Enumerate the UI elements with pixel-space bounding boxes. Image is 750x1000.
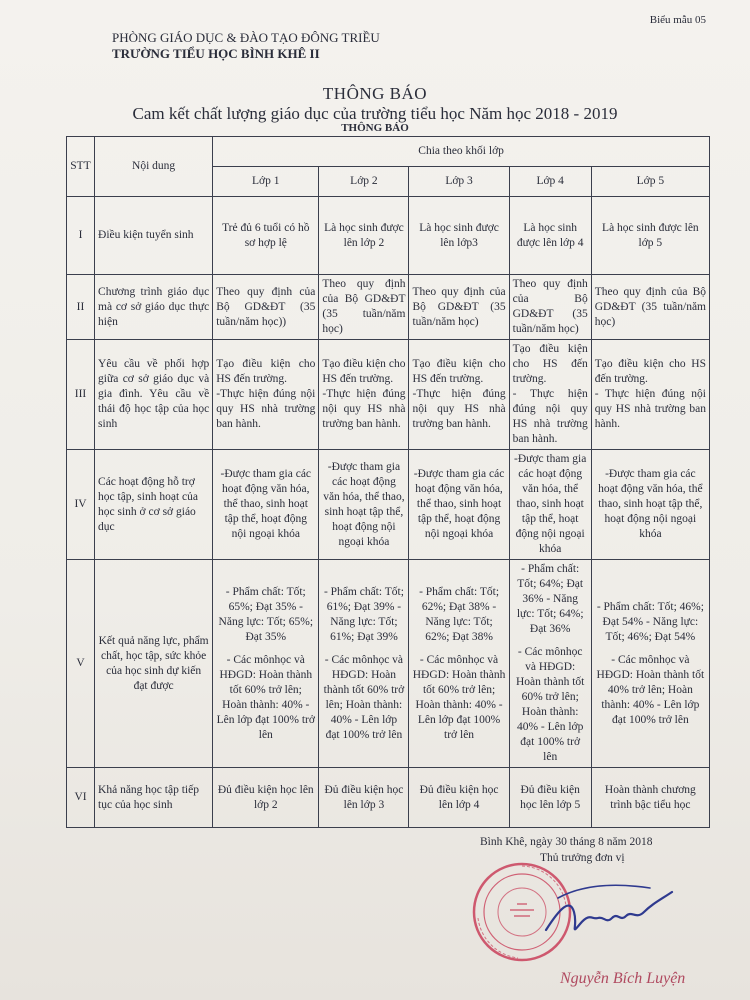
table-row xyxy=(67,560,710,768)
table-cell: Theo quy định của Bộ GD&ĐT (35 tuần/năm học) xyxy=(591,275,709,340)
table-cell: -Được tham gia các hoạt động văn hóa, thể thao, sinh hoạt tập thể, hoạt động nội ngoại khóa xyxy=(591,450,709,560)
cell-line: - Phẩm chất: Tốt; 46%; Đạt 54% - Năng lực: Tốt; 46%; Đạt 54% xyxy=(596,600,704,643)
cell-line: Tạo điều kiện cho HS đến trường. xyxy=(412,358,506,385)
table-cell: Là học sinh được lên lớp3 xyxy=(409,197,509,275)
table-cell: Đủ điều kiện học lên lớp 5 xyxy=(509,768,591,828)
table-cell: -Được tham gia các hoạt động văn hóa, thể thao, sinh hoạt tập thể, hoạt động nội ngoại khóa xyxy=(409,450,509,560)
row-stt: I xyxy=(67,197,95,275)
col-header-group: Chia theo khối lớp xyxy=(213,137,710,167)
row-stt: V xyxy=(67,560,95,768)
row-content: Kết quả năng lực, phẩm chất, học tập, sức khỏe của học sinh dự kiến đạt được xyxy=(95,560,213,768)
document-subtitle: Cam kết chất lượng giáo dục của trường tiểu học Năm học 2018 - 2019 xyxy=(132,104,618,123)
signatory-name: Nguyễn Bích Luyện xyxy=(560,970,686,987)
col-header-grade-4: Lớp 4 xyxy=(509,167,591,197)
cell-line: - Các mônhọc và HĐGD: Hoàn thành tốt 40% trở lên; Hoàn thành: 40% - Lên lớp đạt 100% trở lên xyxy=(596,653,705,726)
row-stt: VI xyxy=(67,768,95,828)
table-cell: Theo quy định của Bộ GD&ĐT (35 tuần/năm học) xyxy=(319,275,409,340)
cell-line: - Các mônhọc và HĐGD: Hoàn thành tốt 60% trở lên; Hoàn thành: 40% - Lên lớp đạt 100% trở lên xyxy=(412,653,506,741)
table-cell: -Được tham gia các hoạt động văn hóa, thể thao, sinh hoạt tập thể, hoạt động nội ngoại khóa xyxy=(319,450,409,560)
table-cell xyxy=(509,560,591,768)
department-name: PHÒNG GIÁO DỤC & ĐÀO TẠO ĐÔNG TRIỀU xyxy=(112,30,380,45)
cell-line: - Phẩm chất: Tốt; 62%; Đạt 38% - Năng lực: Tốt; 62%; Đạt 38% xyxy=(419,585,500,643)
table-cell xyxy=(591,340,709,450)
table-cell xyxy=(213,340,319,450)
school-name: TRƯỜNG TIỂU HỌC BÌNH KHÊ II xyxy=(112,46,320,61)
table-cell xyxy=(319,340,409,450)
table-cell xyxy=(591,560,709,768)
table-cell: Đủ điều kiện học lên lớp 4 xyxy=(409,768,509,828)
col-header-grade-5: Lớp 5 xyxy=(591,167,709,197)
table-cell: Hoàn thành chương trình bậc tiểu học xyxy=(591,768,709,828)
signature-date: Bình Khê, ngày 30 tháng 8 năm 2018 xyxy=(480,836,653,848)
document-title: THÔNG BÁO xyxy=(322,84,428,103)
cell-line: - Phẩm chất: Tốt; 64%; Đạt 36% - Năng lực: Tốt; 64%; Đạt 36% xyxy=(516,563,584,635)
col-header-grade-2: Lớp 2 xyxy=(319,167,409,197)
col-header-content: Nội dung xyxy=(95,137,213,197)
table-cell xyxy=(409,560,509,768)
col-header-grade-1: Lớp 1 xyxy=(213,167,319,197)
cell-line: - Các mônhọc và HĐGD: Hoàn thành tốt 60% trở lên; Hoàn thành: 40% - Lên lớp đạt 100% trở lên xyxy=(516,646,585,763)
cell-line: Tạo điều kiện cho HS đến trường. xyxy=(216,358,316,385)
signature-role: Thủ trưởng đơn vị xyxy=(540,852,625,864)
cell-line: - Thực hiện đúng nội quy HS nhà trường ban hành. xyxy=(594,388,706,430)
commitment-table xyxy=(66,136,710,828)
table-cell: -Được tham gia các hoạt động văn hóa, thể thao, sinh hoạt tập thể, hoạt động nội ngoại khóa xyxy=(213,450,319,560)
table-row xyxy=(67,340,710,450)
table-cell: Theo quy định của Bộ GD&ĐT (35 tuần/năm học)) xyxy=(213,275,319,340)
table-cell xyxy=(213,560,319,768)
table-row xyxy=(67,197,710,275)
cell-line: - Các mônhọc và HĐGD: Hoàn thành tốt 60% trở lên; Hoàn thành: 40% - Lên lớp đạt 100% trở lên xyxy=(216,653,315,741)
table-cell: Là học sinh được lên lớp 5 xyxy=(591,197,709,275)
cell-line: - Các mônhọc và HĐGD: Hoàn thành tốt 60% trở lên; Hoàn thành: 40% - Lên lớp đạt 100% trở lên xyxy=(323,653,405,741)
row-stt: II xyxy=(67,275,95,340)
table-cell xyxy=(509,340,591,450)
cell-line: -Thực hiện đúng nội quy HS nhà trường ban hành. xyxy=(322,388,406,430)
row-content: Chương trình giáo dục mà cơ sở giáo dục thực hiện xyxy=(95,275,213,340)
table-cell: Theo quy định của Bộ GD&ĐT (35 tuần/năm học) xyxy=(509,275,591,340)
cell-line: - Phẩm chất: Tốt; 61%; Đạt 39% - Năng lực: Tốt; 61%; Đạt 39% xyxy=(323,585,404,643)
row-stt: III xyxy=(67,340,95,450)
table-cell: Đủ điều kiện học lên lớp 3 xyxy=(319,768,409,828)
row-content: Các hoạt động hỗ trợ học tập, sinh hoạt của học sinh ở cơ sở giáo dục xyxy=(95,450,213,560)
cell-line: -Thực hiện đúng nội quy HS nhà trường ban hành. xyxy=(216,388,316,430)
cell-line: Tạo điều kiện cho HS đến trường. xyxy=(594,358,706,385)
col-header-stt: STT xyxy=(67,137,95,197)
row-stt: IV xyxy=(67,450,95,560)
form-code: Biểu mẫu 05 xyxy=(649,14,706,26)
document-header xyxy=(112,30,380,62)
table-cell: Theo quy định của Bộ GD&ĐT (35 tuần/năm học) xyxy=(409,275,509,340)
row-content: Điều kiện tuyển sinh xyxy=(95,197,213,275)
table-cell: -Được tham gia các hoạt động văn hóa, thể thao, sinh hoạt tập thể, hoạt động nội ngoại khóa xyxy=(509,450,591,560)
table-cell: Là học sinh được lên lớp 2 xyxy=(319,197,409,275)
table-caption: THÔNG BÁO xyxy=(341,122,409,134)
row-content: Khả năng học tập tiếp tục của học sinh xyxy=(95,768,213,828)
cell-line: - Phẩm chất: Tốt; 65%; Đạt 35% - Năng lực: Tốt; 65%; Đạt 35% xyxy=(218,585,314,643)
table-cell xyxy=(319,560,409,768)
table-cell: Đủ điều kiện học lên lớp 2 xyxy=(213,768,319,828)
cell-line: Tạo điều kiện cho HS đến trường. xyxy=(322,358,406,385)
row-content: Yêu cầu về phối hợp giữa cơ sở giáo dục và gia đình. Yêu cầu về thái độ học tập của học sinh xyxy=(95,340,213,450)
table-cell: Trẻ đủ 6 tuổi có hồ sơ hợp lệ xyxy=(213,197,319,275)
table-cell: Là học sinh được lên lớp 4 xyxy=(509,197,591,275)
table-cell xyxy=(409,340,509,450)
cell-line: - Thực hiện đúng nội quy HS nhà trường ban hành. xyxy=(512,388,588,445)
cell-line: Tạo điều kiện cho HS đến trường. xyxy=(512,343,588,385)
table-row xyxy=(67,768,710,828)
col-header-grade-3: Lớp 3 xyxy=(409,167,509,197)
table-row xyxy=(67,450,710,560)
cell-line: -Thực hiện đúng nội quy HS nhà trường ban hành. xyxy=(412,388,506,430)
signature-scribble-icon xyxy=(540,878,680,948)
table-row xyxy=(67,275,710,340)
